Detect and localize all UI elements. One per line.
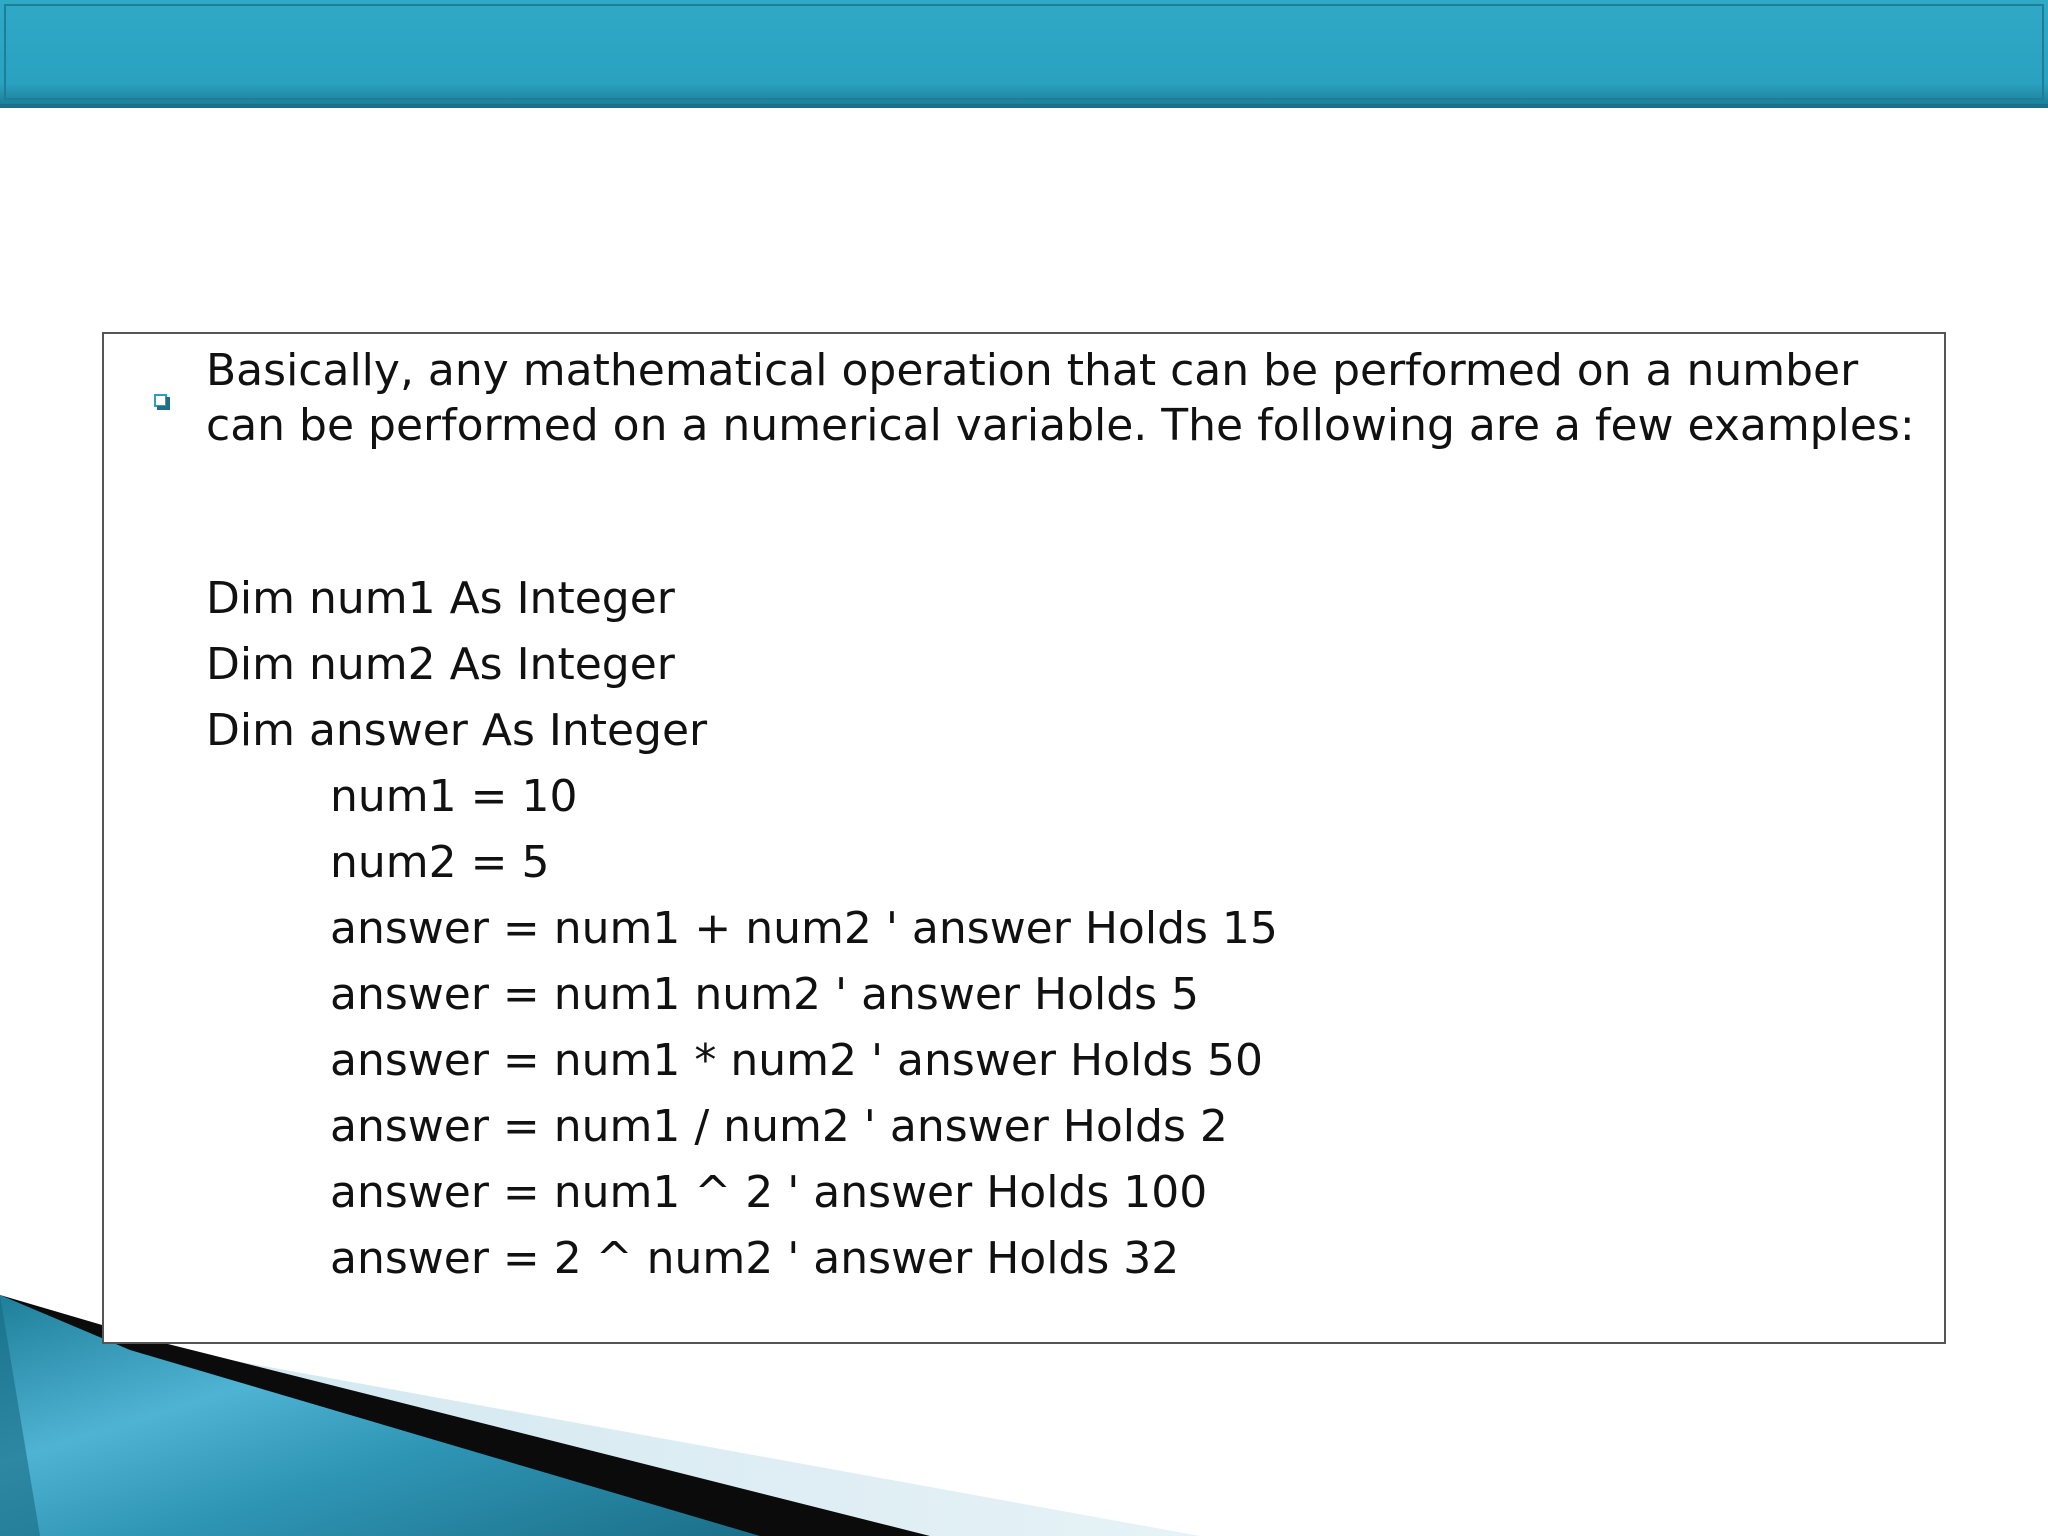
declaration-line: Dim num1 As Integer — [206, 573, 675, 624]
statement-line: answer = num1 num2 ' answer Holds 5 — [330, 969, 1200, 1020]
statement-line: answer = num1 / num2 ' answer Holds 2 — [330, 1101, 1228, 1152]
statement-line: answer = num1 + num2 ' answer Holds 15 — [330, 903, 1278, 954]
statement-line: num1 = 10 — [330, 771, 578, 822]
intro-paragraph: Basically, any mathematical operation that can be performed on a number can be performed on a numerical variable. The following are a few examples: — [206, 345, 1915, 451]
statement-line: answer = num1 * num2 ' answer Holds 50 — [330, 1035, 1264, 1086]
statement-line: answer = num1 ^ 2 ' answer Holds 100 — [330, 1167, 1208, 1218]
declaration-line: Dim answer As Integer — [206, 705, 708, 756]
content-box — [102, 332, 1946, 1344]
statement-line: num2 = 5 — [330, 837, 550, 888]
top-banner — [0, 0, 2048, 108]
square-bullet-icon — [151, 368, 171, 406]
declaration-line: Dim num2 As Integer — [206, 639, 675, 690]
statement-line: answer = 2 ^ num2 ' answer Holds 32 — [330, 1233, 1180, 1284]
